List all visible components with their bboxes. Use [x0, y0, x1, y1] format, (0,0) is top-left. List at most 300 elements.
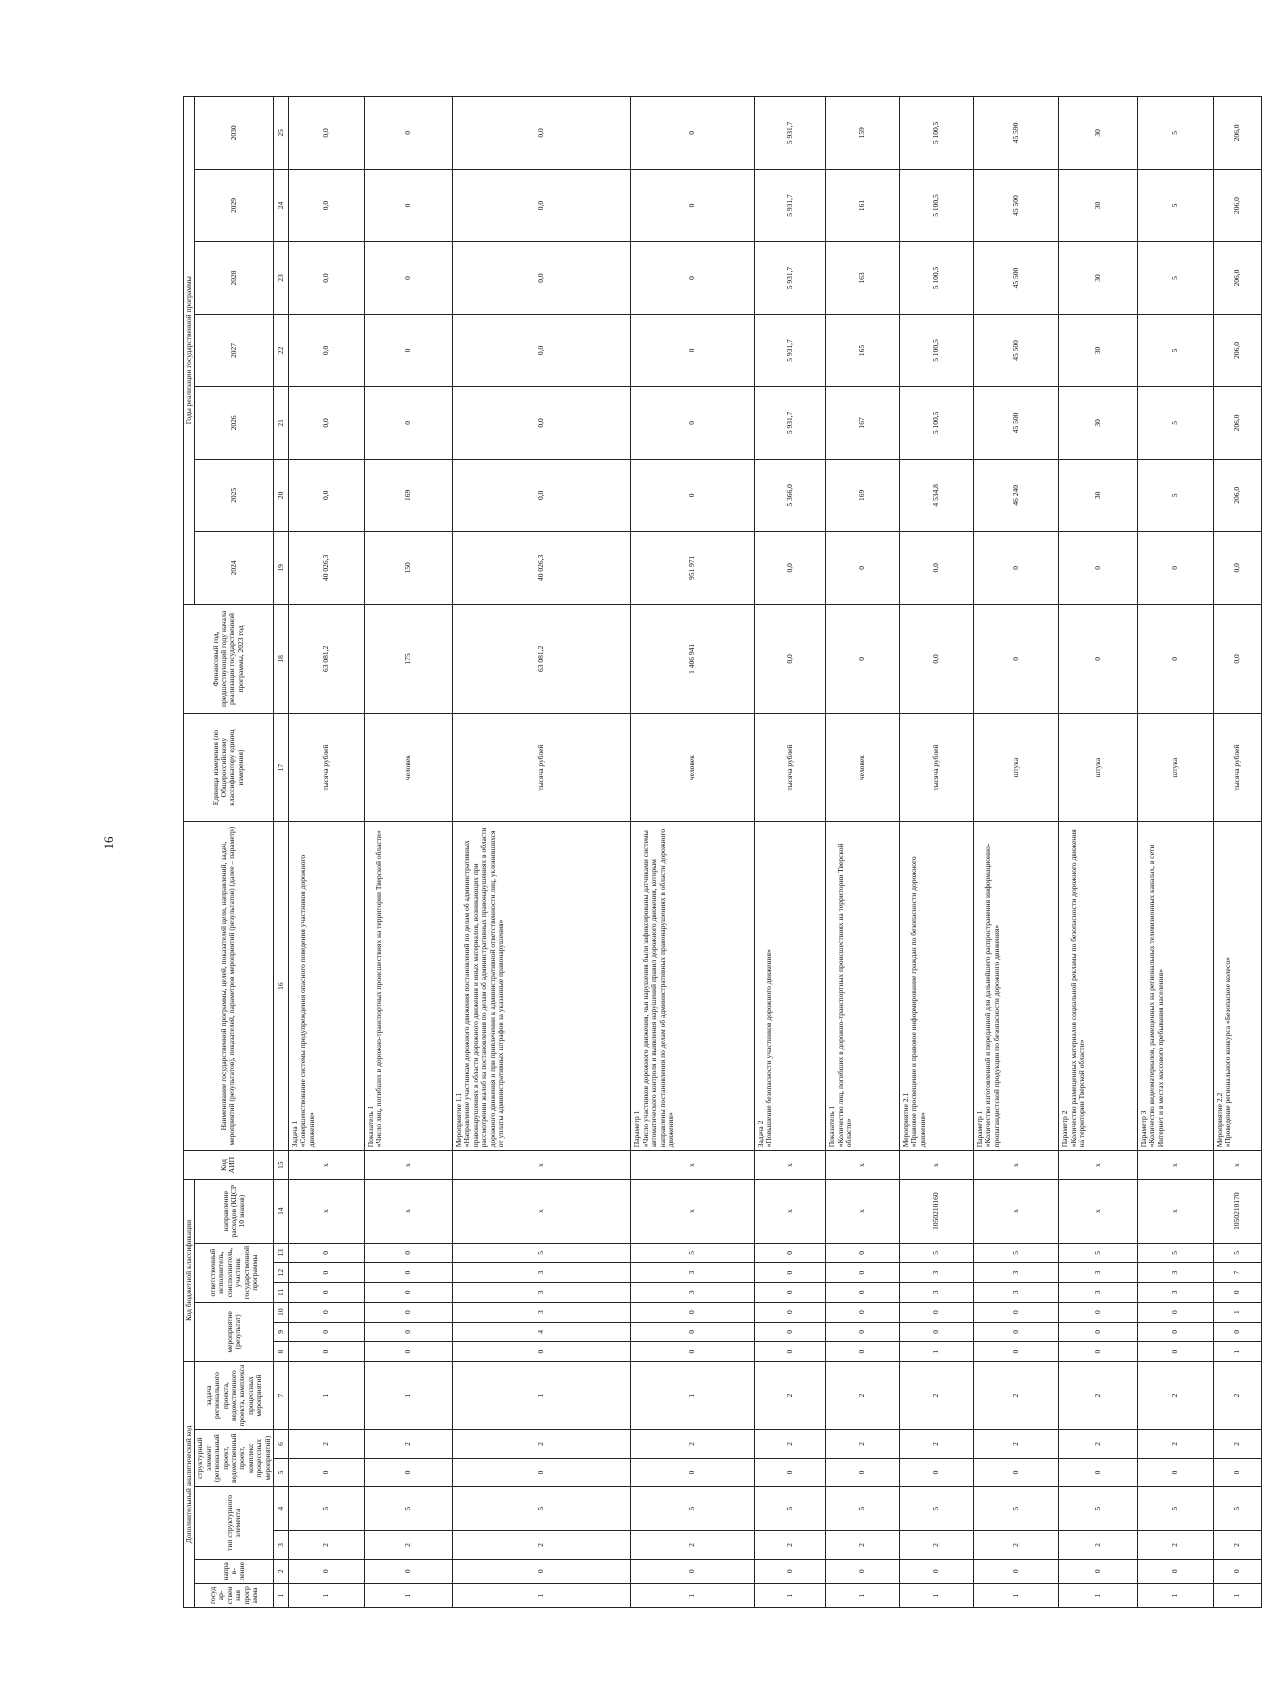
code-cell: 1: [631, 1362, 755, 1430]
code-cell: x: [452, 1179, 630, 1243]
code-cell: 2: [631, 1430, 755, 1459]
col-num: 2: [273, 1559, 288, 1583]
year-value-cell: 167: [826, 387, 900, 459]
year-value-cell: 0,0: [452, 314, 630, 386]
code-cell: 0: [452, 1342, 630, 1362]
col-num: 7: [273, 1362, 288, 1430]
code-cell: 5: [288, 1487, 364, 1531]
year-value-cell: 206,0: [1213, 97, 1261, 170]
code-cell: 5: [826, 1487, 900, 1531]
unit-cell: тысяча рублей: [452, 714, 630, 822]
fin-year-cell: 0,0: [900, 604, 974, 714]
description-cell: Показатель 1 «Количество лиц, погибших в дорожно-транспортных происшествиях на территории Тверской области»: [826, 821, 900, 1150]
code-cell: x: [631, 1179, 755, 1243]
code-cell: 0: [1213, 1458, 1261, 1487]
code-cell: 3: [452, 1302, 630, 1322]
code-cell: 3: [973, 1283, 1059, 1303]
code-cell: x: [900, 1151, 974, 1180]
year-value-cell: 46 240: [973, 459, 1059, 531]
year-value-cell: 5: [1137, 314, 1213, 386]
code-cell: 2: [1137, 1362, 1213, 1430]
code-cell: 0: [973, 1302, 1059, 1322]
code-cell: 0: [1059, 1302, 1137, 1322]
fin-year-cell: 0,0: [754, 604, 825, 714]
year-value-cell: 45 590: [973, 97, 1059, 170]
year-value-cell: 5: [1137, 97, 1213, 170]
code-cell: 0: [900, 1559, 974, 1583]
year-value-cell: 5 931,7: [754, 97, 825, 170]
year-value-cell: 0,0: [452, 459, 630, 531]
code-cell: 1: [452, 1362, 630, 1430]
code-cell: 5: [631, 1487, 755, 1531]
year-value-cell: 5: [1137, 242, 1213, 314]
header-aip: Код АИП: [184, 1151, 274, 1180]
year-value-cell: 0,0: [900, 532, 974, 604]
code-cell: 2: [1213, 1362, 1261, 1430]
description-cell: Показатель 1 «Число лиц, погибших в дорожно-транспортных происшествиях на территории Тверской области»: [365, 821, 453, 1150]
description-cell: Задача 2 «Повышение безопасности участников дорожного движения»: [754, 821, 825, 1150]
code-cell: 2: [1059, 1430, 1137, 1459]
rotated-table-frame: [183, 96, 1241, 1608]
unit-cell: штука: [1059, 714, 1137, 822]
code-cell: x: [1059, 1179, 1137, 1243]
year-value-cell: 0,0: [452, 97, 630, 170]
header-kcsr: направление расходов (КЦСР 10 знаков): [195, 1179, 274, 1243]
code-cell: 2: [1213, 1430, 1261, 1459]
fin-year-cell: 63 081,2: [288, 604, 364, 714]
year-value-cell: 0: [365, 169, 453, 241]
code-cell: 1: [365, 1583, 453, 1607]
code-cell: 2: [1137, 1430, 1213, 1459]
col-num: 12: [273, 1263, 288, 1283]
code-cell: x: [365, 1151, 453, 1180]
year-value-cell: 0: [631, 459, 755, 531]
year-value-cell: 206,0: [1213, 387, 1261, 459]
fin-year-cell: 0: [1137, 604, 1213, 714]
code-cell: 5: [365, 1487, 453, 1531]
code-cell: 1: [826, 1583, 900, 1607]
code-cell: 1: [365, 1362, 453, 1430]
col-num: 16: [273, 821, 288, 1150]
header-task: задача регионального проекта, ведомственного проекта, комплекса процессных мероприятий: [195, 1362, 274, 1430]
code-cell: 0: [826, 1322, 900, 1342]
col-num: 25: [273, 97, 288, 170]
code-cell: 5: [900, 1487, 974, 1531]
table-body: [288, 97, 1261, 1608]
year-value-cell: 40 026,3: [288, 532, 364, 604]
code-cell: 0: [826, 1342, 900, 1362]
year-value-cell: 5 100,5: [900, 387, 974, 459]
header-unit: Единица измерения (по Общероссийскому классификатору единиц измерения): [184, 714, 274, 822]
code-cell: 0: [631, 1458, 755, 1487]
year-value-cell: 150: [365, 532, 453, 604]
year-value-cell: 206,0: [1213, 169, 1261, 241]
header-event: мероприятие (результат): [195, 1302, 274, 1361]
year-value-cell: 4 534,8: [900, 459, 974, 531]
code-cell: 0: [631, 1322, 755, 1342]
code-cell: 2: [900, 1362, 974, 1430]
year-value-cell: 206,0: [1213, 242, 1261, 314]
table-row: [900, 97, 974, 1608]
year-value-cell: 0: [1137, 532, 1213, 604]
header-name: Наименование государственной программы, целей, показателей цели, направлений, задач, мероприятий (результатов), показателей, параметров мероприятий (результатов) (далее – параметр): [184, 821, 274, 1150]
year-value-cell: 0: [365, 387, 453, 459]
code-cell: 0: [365, 1302, 453, 1322]
code-cell: 0: [365, 1559, 453, 1583]
code-cell: 0: [288, 1302, 364, 1322]
code-cell: 0: [1213, 1283, 1261, 1303]
code-cell: x: [826, 1151, 900, 1180]
code-cell: 2: [973, 1430, 1059, 1459]
unit-cell: штука: [973, 714, 1059, 822]
code-cell: 5: [1059, 1487, 1137, 1531]
code-cell: 3: [631, 1283, 755, 1303]
unit-cell: тысяча рублей: [1213, 714, 1261, 822]
code-cell: 1: [900, 1583, 974, 1607]
code-cell: 0: [1059, 1342, 1137, 1362]
fin-year-cell: 0: [1059, 604, 1137, 714]
code-cell: 0: [288, 1458, 364, 1487]
col-num: 10: [273, 1302, 288, 1322]
description-cell: Параметр 2 «Количество размещенных материалов социальной рекламы по безопасности дорожного движения на территории Тверской области»: [1059, 821, 1137, 1150]
year-value-cell: 0,0: [452, 169, 630, 241]
code-cell: 0: [1137, 1342, 1213, 1362]
code-cell: 1: [754, 1583, 825, 1607]
fin-year-cell: 63 081,2: [452, 604, 630, 714]
code-cell: 0: [288, 1263, 364, 1283]
year-value-cell: 0,0: [1213, 532, 1261, 604]
year-value-cell: 5 931,7: [754, 387, 825, 459]
code-cell: 0: [631, 1342, 755, 1362]
year-value-cell: 30: [1059, 387, 1137, 459]
table-row: [1213, 97, 1261, 1608]
code-cell: 2: [900, 1531, 974, 1560]
col-num: 6: [273, 1430, 288, 1459]
code-cell: 2: [973, 1531, 1059, 1560]
code-cell: x: [754, 1151, 825, 1180]
code-cell: 0: [1137, 1458, 1213, 1487]
year-value-cell: 45 500: [973, 169, 1059, 241]
code-cell: 2: [452, 1430, 630, 1459]
code-cell: 2: [754, 1362, 825, 1430]
header-year-2027: 2027: [195, 314, 274, 386]
code-cell: 5: [973, 1487, 1059, 1531]
year-value-cell: 169: [826, 459, 900, 531]
code-cell: 3: [1137, 1283, 1213, 1303]
year-value-cell: 5 100,5: [900, 314, 974, 386]
code-cell: 2: [826, 1430, 900, 1459]
col-num: 13: [273, 1243, 288, 1263]
year-value-cell: 0,0: [452, 242, 630, 314]
code-cell: 0: [631, 1559, 755, 1583]
code-cell: x: [1213, 1151, 1261, 1180]
description-cell: Задача 1 «Совершенствование системы предупреждения опасного поведения участников дорожного движения»: [288, 821, 364, 1150]
code-cell: 1050210170: [1213, 1179, 1261, 1243]
code-cell: x: [973, 1151, 1059, 1180]
header-year-2025: 2025: [195, 459, 274, 531]
header-row-1: [184, 97, 195, 1608]
col-num: 11: [273, 1283, 288, 1303]
code-cell: 2: [365, 1430, 453, 1459]
code-cell: 3: [900, 1283, 974, 1303]
code-cell: 5: [452, 1243, 630, 1263]
code-cell: 0: [754, 1243, 825, 1263]
code-cell: 0: [1213, 1559, 1261, 1583]
header-tip-str-el: тип структурного элемента: [195, 1487, 274, 1559]
description-cell: Мероприятие 2.2 «Проведение регионального конкурса «Безопасное колесо»: [1213, 821, 1261, 1150]
code-cell: 1: [1059, 1583, 1137, 1607]
header-year-2029: 2029: [195, 169, 274, 241]
col-num: 15: [273, 1151, 288, 1180]
code-cell: 2: [1213, 1531, 1261, 1560]
code-cell: 0: [973, 1322, 1059, 1342]
col-num: 9: [273, 1322, 288, 1342]
year-value-cell: 5: [1137, 169, 1213, 241]
code-cell: 2: [754, 1531, 825, 1560]
code-cell: x: [452, 1151, 630, 1180]
col-num: 3: [273, 1531, 288, 1560]
col-num: 4: [273, 1487, 288, 1531]
year-value-cell: 5 931,7: [754, 314, 825, 386]
code-cell: 0: [754, 1283, 825, 1303]
code-cell: 2: [900, 1430, 974, 1459]
description-cell: Параметр 3 «Количество видеоматериалов, размещенных на региональных телевизионных каналах, в сети Интернет и в местах массового пребывания населения»: [1137, 821, 1213, 1150]
col-num: 14: [273, 1179, 288, 1243]
code-cell: 5: [973, 1243, 1059, 1263]
code-cell: 2: [1059, 1362, 1137, 1430]
unit-cell: человек: [826, 714, 900, 822]
code-cell: x: [288, 1151, 364, 1180]
code-cell: 0: [1059, 1322, 1137, 1342]
col-num: 17: [273, 714, 288, 822]
page-number: 16: [101, 836, 116, 850]
fin-year-cell: 175: [365, 604, 453, 714]
code-cell: 2: [973, 1362, 1059, 1430]
code-cell: 0: [900, 1322, 974, 1342]
col-num: 8: [273, 1342, 288, 1362]
code-cell: 5: [1213, 1243, 1261, 1263]
table-row: [1137, 97, 1213, 1608]
code-cell: 2: [365, 1531, 453, 1560]
year-value-cell: 5 931,7: [754, 242, 825, 314]
code-cell: 0: [973, 1559, 1059, 1583]
col-num: 22: [273, 314, 288, 386]
year-value-cell: 0: [631, 169, 755, 241]
code-cell: 2: [288, 1430, 364, 1459]
header-year-2026: 2026: [195, 387, 274, 459]
year-value-cell: 206,0: [1213, 459, 1261, 531]
code-cell: 0: [826, 1243, 900, 1263]
col-num: 23: [273, 242, 288, 314]
table-row: [288, 97, 364, 1608]
year-value-cell: 951 971: [631, 532, 755, 604]
table-row: [631, 97, 755, 1608]
code-cell: 0: [1137, 1322, 1213, 1342]
year-value-cell: 161: [826, 169, 900, 241]
code-cell: 0: [826, 1283, 900, 1303]
code-cell: 1: [1137, 1583, 1213, 1607]
code-cell: 0: [826, 1559, 900, 1583]
code-cell: 0: [288, 1322, 364, 1342]
year-value-cell: 5 100,5: [900, 242, 974, 314]
code-cell: 3: [900, 1263, 974, 1283]
column-number-row: [273, 97, 288, 1608]
code-cell: 1: [900, 1342, 974, 1362]
code-cell: 5: [900, 1243, 974, 1263]
code-cell: 5: [1137, 1243, 1213, 1263]
code-cell: 0: [452, 1458, 630, 1487]
code-cell: 5: [452, 1487, 630, 1531]
year-value-cell: 30: [1059, 169, 1137, 241]
code-cell: 1050210160: [900, 1179, 974, 1243]
code-cell: 5: [754, 1487, 825, 1531]
header-year-2030: 2030: [195, 97, 274, 170]
fin-year-cell: 0: [826, 604, 900, 714]
year-value-cell: 0,0: [754, 532, 825, 604]
code-cell: 0: [826, 1302, 900, 1322]
code-cell: 2: [631, 1531, 755, 1560]
year-value-cell: 0: [631, 242, 755, 314]
year-value-cell: 40 026,3: [452, 532, 630, 604]
code-cell: 5: [631, 1243, 755, 1263]
year-value-cell: 5: [1137, 459, 1213, 531]
code-cell: 0: [288, 1283, 364, 1303]
code-cell: 2: [826, 1531, 900, 1560]
table-row: [973, 97, 1059, 1608]
code-cell: 1: [288, 1583, 364, 1607]
code-cell: 0: [900, 1302, 974, 1322]
code-cell: 0: [754, 1263, 825, 1283]
code-cell: 0: [1137, 1559, 1213, 1583]
unit-cell: тысяча рублей: [288, 714, 364, 822]
table-row: [1059, 97, 1137, 1608]
col-num: 24: [273, 169, 288, 241]
code-cell: 2: [1137, 1531, 1213, 1560]
year-value-cell: 163: [826, 242, 900, 314]
col-num: 5: [273, 1458, 288, 1487]
code-cell: 1: [452, 1583, 630, 1607]
header-kbk-group: Код бюджетной классификации: [184, 1179, 195, 1361]
year-value-cell: 45 500: [973, 314, 1059, 386]
code-cell: 0: [754, 1559, 825, 1583]
code-cell: 1: [1213, 1583, 1261, 1607]
col-num: 19: [273, 532, 288, 604]
code-cell: 0: [754, 1342, 825, 1362]
year-value-cell: 30: [1059, 242, 1137, 314]
col-num: 1: [273, 1583, 288, 1607]
fin-year-cell: 0: [973, 604, 1059, 714]
description-cell: Параметр 1 «Число участников дорожного движения, чьи нарушения были зафиксированы датчиками системы автоматического контроля и выявления нарушений правил дорожного движения, которым направлены постановления по делам об административных правонарушениях в области дорожного движения»: [631, 821, 755, 1150]
code-cell: 0: [365, 1322, 453, 1342]
code-cell: 0: [826, 1263, 900, 1283]
header-year-2028: 2028: [195, 242, 274, 314]
unit-cell: тысяча рублей: [900, 714, 974, 822]
year-value-cell: 5 100,5: [900, 169, 974, 241]
header-gp: государственная программа: [195, 1583, 274, 1607]
code-cell: x: [288, 1179, 364, 1243]
code-cell: 5: [1059, 1243, 1137, 1263]
year-value-cell: 0,0: [288, 459, 364, 531]
description-cell: Мероприятие 1.1 «Направление участникам дорожного движения постановлений по делам об административных правонарушениях в области дорожного движения и иных материалов, возникающих при рассмотрении жалоб на постановления по делам об административных правонарушениях в области дорожного движения и при привлечении к административной ответственности лиц, уклонившихся от уплаты административных штрафов за указанные правонарушения»: [452, 821, 630, 1150]
code-cell: 0: [631, 1302, 755, 1322]
code-cell: x: [1059, 1151, 1137, 1180]
year-value-cell: 0,0: [288, 387, 364, 459]
code-cell: 2: [288, 1531, 364, 1560]
year-value-cell: 169: [365, 459, 453, 531]
code-cell: 0: [365, 1342, 453, 1362]
code-cell: 0: [1059, 1458, 1137, 1487]
code-cell: 3: [1137, 1263, 1213, 1283]
header-year-2024: 2024: [195, 532, 274, 604]
code-cell: 7: [1213, 1263, 1261, 1283]
code-cell: 1: [631, 1583, 755, 1607]
year-value-cell: 165: [826, 314, 900, 386]
code-cell: 0: [1137, 1302, 1213, 1322]
header-napr: направление: [195, 1559, 274, 1583]
year-value-cell: 45 500: [973, 242, 1059, 314]
unit-cell: человек: [631, 714, 755, 822]
year-value-cell: 0: [973, 532, 1059, 604]
code-cell: 5: [1137, 1487, 1213, 1531]
code-cell: x: [826, 1179, 900, 1243]
fin-year-cell: 0,0: [1213, 604, 1261, 714]
code-cell: 2: [452, 1531, 630, 1560]
header-str-el: структурный элемент (региональный проект, ведомственный проект, комплекс процессных мероприятий): [195, 1430, 274, 1487]
unit-cell: штука: [1137, 714, 1213, 822]
code-cell: 3: [631, 1263, 755, 1283]
code-cell: 0: [365, 1283, 453, 1303]
description-cell: Параметр 1 «Количество изготовленной и переданной для дальнейшего распространения информационно-пропагандистской продукции по безопасности дорожного движения»: [973, 821, 1059, 1150]
code-cell: 0: [973, 1342, 1059, 1362]
code-cell: 0: [754, 1322, 825, 1342]
program-table: [183, 96, 1262, 1608]
col-num: 20: [273, 459, 288, 531]
code-cell: 0: [365, 1458, 453, 1487]
code-cell: 0: [365, 1243, 453, 1263]
code-cell: 0: [826, 1458, 900, 1487]
code-cell: 2: [826, 1362, 900, 1430]
year-value-cell: 0,0: [288, 242, 364, 314]
code-cell: 0: [1213, 1322, 1261, 1342]
code-cell: 0: [288, 1559, 364, 1583]
year-value-cell: 0: [631, 97, 755, 170]
unit-cell: человек: [365, 714, 453, 822]
code-cell: 0: [1059, 1559, 1137, 1583]
code-cell: 3: [1059, 1283, 1137, 1303]
year-value-cell: 0,0: [288, 97, 364, 170]
year-value-cell: 0: [631, 387, 755, 459]
year-value-cell: 30: [1059, 97, 1137, 170]
code-cell: 0: [288, 1243, 364, 1263]
code-cell: 3: [973, 1263, 1059, 1283]
description-cell: Мероприятие 2.1 «Правовое просвещение и правовое информирование граждан по безопасности дорожного движения»: [900, 821, 974, 1150]
year-value-cell: 5: [1137, 387, 1213, 459]
code-cell: 0: [365, 1263, 453, 1283]
header-years-group: Годы реализации государственной программы: [184, 97, 195, 605]
header-grbs: ответственный исполнитель, соисполнитель, участник государственной программы: [195, 1243, 274, 1302]
year-value-cell: 5 931,7: [754, 169, 825, 241]
code-cell: 0: [973, 1458, 1059, 1487]
year-value-cell: 30: [1059, 459, 1137, 531]
table-row: [365, 97, 453, 1608]
table-row: [754, 97, 825, 1608]
unit-cell: тысяча рублей: [754, 714, 825, 822]
code-cell: 3: [452, 1263, 630, 1283]
year-value-cell: 206,0: [1213, 314, 1261, 386]
header-fin-year: Финансовый год, предшествующий году начала реализации государственной программы, 2023 год: [184, 604, 274, 714]
code-cell: 1: [288, 1362, 364, 1430]
year-value-cell: 159: [826, 97, 900, 170]
